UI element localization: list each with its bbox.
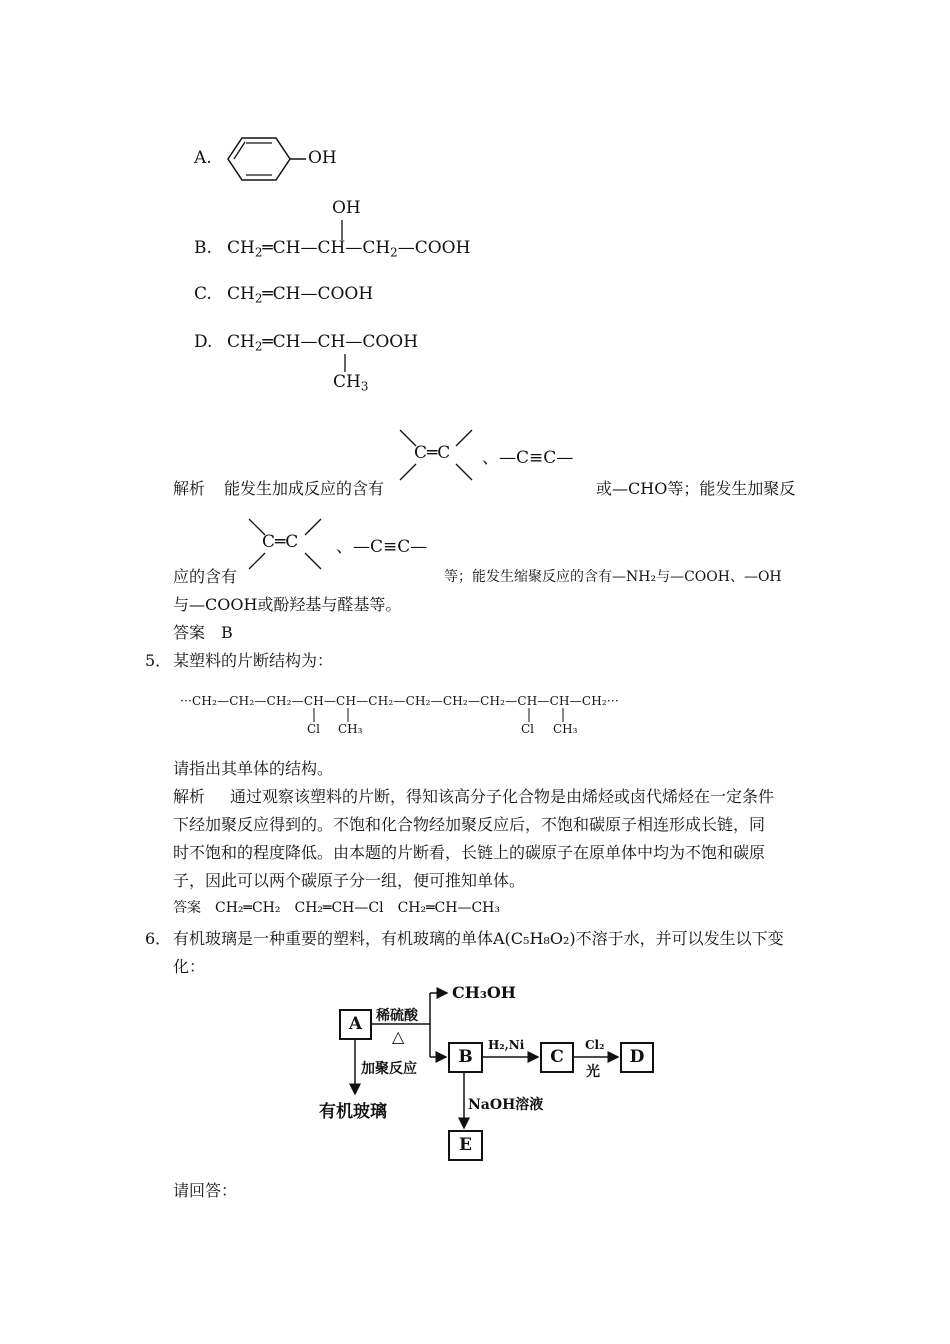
q5-ask: 请指出其单体的结构。 <box>173 759 334 778</box>
box-a: A <box>339 1009 372 1040</box>
q5-answer: 答案 CH₂═CH₂ CH₂═CH—Cl CH₂═CH—CH₃ <box>173 900 500 916</box>
alkyne-2: 、—C≡C— <box>336 537 428 557</box>
option-a-label: A. <box>194 148 212 168</box>
option-a-oh: OH <box>308 148 337 168</box>
cond-heat: △ <box>392 1027 405 1046</box>
q4-analysis-line1-pre: 能发生加成反应的含有 <box>224 479 385 498</box>
option-d-methyl: $CH_3$ <box>333 372 369 394</box>
branch-cl-1: Cl <box>307 722 321 736</box>
q5-analysis-3: 时不饱和的程度降低。由本题的片断看，长链上的碳原子在原单体中均为不饱和碳原 <box>173 843 766 862</box>
option-b-oh-top: OH <box>332 198 361 218</box>
option-d-label: D. <box>194 332 213 352</box>
cond-addition-polymerization: 加聚反应 <box>361 1061 417 1077</box>
option-b-formula: $CH_2═CH—CH—CH_2—COOH$ <box>227 238 471 260</box>
q4-analysis-line3: 与—COOH或酚羟基与醛基等。 <box>173 595 402 614</box>
cond-dilute-acid: 稀硫酸 <box>376 1008 418 1024</box>
cond-cl2: Cl₂ <box>585 1038 605 1052</box>
q6-number: 6． <box>145 929 172 948</box>
option-b-label: B. <box>194 238 212 258</box>
box-c: C <box>540 1042 574 1073</box>
branch-ch3-1: CH₃ <box>338 722 363 736</box>
branch-ch3-2: CH₃ <box>553 722 578 736</box>
q5-stem: 某塑料的片断结构为： <box>173 651 334 670</box>
cond-h2-ni: H₂,Ni <box>488 1038 525 1052</box>
q6-ask: 请回答： <box>173 1181 238 1200</box>
option-c-formula: $CH_2═CH—COOH$ <box>227 284 374 306</box>
q4-analysis-line2-pre: 应的含有 <box>173 567 238 586</box>
q4-answer: 答案 B <box>173 623 233 642</box>
alkyne-1: 、—C≡C— <box>482 448 574 468</box>
q4-analysis-line2-post: 等；能发生缩聚反应的含有—NH₂与—COOH、—OH <box>444 569 782 585</box>
polymer-chain: ···CH₂—CH₂—CH₂—CH—CH—CH₂—CH₂—CH₂—CH₂—CH—CH—CH₂··· <box>180 694 619 708</box>
q5-number: 5． <box>145 651 172 670</box>
q5-analysis-label: 解析 <box>173 787 206 806</box>
branch-cl-2: Cl <box>521 722 535 736</box>
cond-naoh: NaOH溶液 <box>468 1097 544 1113</box>
cond-light: 光 <box>586 1064 600 1080</box>
box-b: B <box>448 1042 483 1073</box>
box-e: E <box>448 1130 483 1161</box>
q6-stem-1: 有机玻璃是一种重要的塑料，有机玻璃的单体A(C₅H₈O₂)不溶于水，并可以发生以下变 <box>173 929 784 948</box>
cc-double-1: C═C <box>414 443 451 463</box>
product-organic-glass: 有机玻璃 <box>319 1102 387 1122</box>
option-c-label: C. <box>194 284 212 304</box>
q6-stem-2: 化： <box>173 957 206 976</box>
box-d: D <box>620 1042 654 1073</box>
q5-analysis-4: 子，因此可以两个碳原子分一组，便可推知单体。 <box>173 871 526 890</box>
cc-double-2: C═C <box>262 532 299 552</box>
q5-analysis-2: 下经加聚反应得到的。不饱和化合物经加聚反应后，不饱和碳原子相连形成长链，同 <box>173 815 766 834</box>
q4-analysis-line1-post: 或—CHO等；能发生加聚反 <box>596 479 796 498</box>
q4-analysis-label: 解析 <box>173 479 206 498</box>
option-d-formula: $CH_2═CH—CH—COOH$ <box>227 332 419 354</box>
q5-analysis-1: 通过观察该塑料的片断，得知该高分子化合物是由烯烃或卤代烯烃在一定条件 <box>230 787 775 806</box>
product-methanol: CH₃OH <box>452 983 516 1002</box>
